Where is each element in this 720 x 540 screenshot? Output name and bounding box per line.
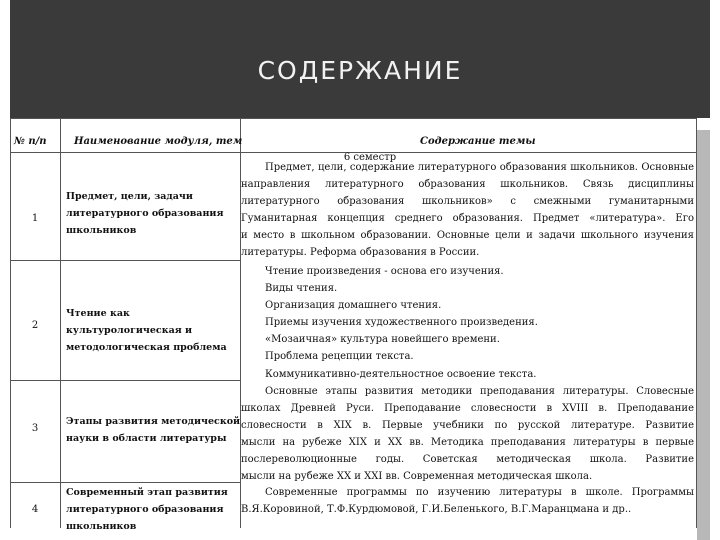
content-line: «Мозаичная» культура новейшего времени.: [265, 334, 500, 346]
module-title: Чтение как культурологическая и методологическая проблема: [66, 308, 227, 353]
topic-content: [241, 263, 694, 383]
topic-content: [241, 159, 694, 262]
content-line: словесности в XIX в. Первые учебники по русской литературе. Развитие: [241, 420, 694, 432]
column-header-num: № п/п: [14, 136, 47, 147]
content-line: Организация домашнего чтения.: [265, 300, 442, 312]
row-divider-2: [10, 380, 241, 381]
content-line: школах Древней Руси. Преподавание словесности в XVIII в. Преподавание: [241, 403, 694, 415]
row-divider-3: [10, 482, 241, 483]
table-right-border: [696, 118, 697, 528]
module-title: Этапы развития методической науки в области литературы: [66, 416, 241, 444]
slide-header: [10, 0, 710, 118]
content-line: мысли на рубеже XIX и XX вв. Методика преподавания литературы в первые: [241, 437, 694, 449]
table-top-border: [10, 118, 697, 119]
content-line: литературного образования школьников» с смежными гуманитарными: [241, 196, 694, 208]
content-line: Проблема рецепции текста.: [265, 351, 414, 363]
content-line: Чтение произведения - основа его изучения.: [265, 266, 504, 277]
slide-title: СОДЕРЖАНИЕ: [257, 56, 463, 85]
content-line: мысли на рубеже XX и XXI вв. Современная методическая школа.: [241, 471, 593, 483]
content-line: Предмет, цели, содержание литературного образования школьников. Основные: [265, 162, 694, 173]
right-edge-bar: [697, 130, 710, 540]
content-line: Коммуникативно-деятельностное освоение текста.: [265, 368, 537, 380]
content-line: Гуманитарная концепция среднего образования. Предмет «литература». Его: [241, 213, 694, 225]
topic-content: [241, 383, 694, 486]
module-title: Предмет, цели, задачи литературного образования школьников: [66, 191, 224, 236]
content-line: В.Я.Коровиной, Т.Ф.Курдюмовой, Г.И.Беленького, В.Г.Маранцмана и др..: [241, 504, 632, 516]
content-line: направления литературного образования школьников. Связь дисциплины: [241, 179, 694, 191]
content-line: Приемы изучения художественного произведения.: [265, 317, 538, 329]
row-number: 1: [31, 213, 39, 224]
module-title: Современный этап развития литературного образования школьников: [66, 487, 228, 532]
row-divider-1: [10, 260, 241, 261]
row-number: 3: [31, 423, 39, 434]
row-number: 2: [31, 320, 39, 331]
semester-label: 6 семестр: [343, 152, 397, 163]
row-number: 4: [31, 504, 39, 515]
column-header-content: Содержание темы: [420, 136, 536, 147]
content-line: Основные этапы развития методики преподавания литературы. Словесные: [265, 386, 694, 397]
content-table: [10, 118, 697, 532]
content-line: и место в школьном образовании. Основные цели и задачи школьного изучения: [241, 230, 694, 242]
content-line: Виды чтения.: [265, 283, 338, 295]
topic-content: [241, 484, 694, 518]
content-line: Современные программы по изучению литературы в школе. Программы: [265, 487, 694, 498]
content-line: послереволюционные годы. Советская методическая школа. Развитие: [241, 454, 694, 466]
content-line: литературы. Реформа образования в России.: [241, 247, 480, 259]
column-header-module: Наименование модуля, тем: [74, 136, 243, 147]
